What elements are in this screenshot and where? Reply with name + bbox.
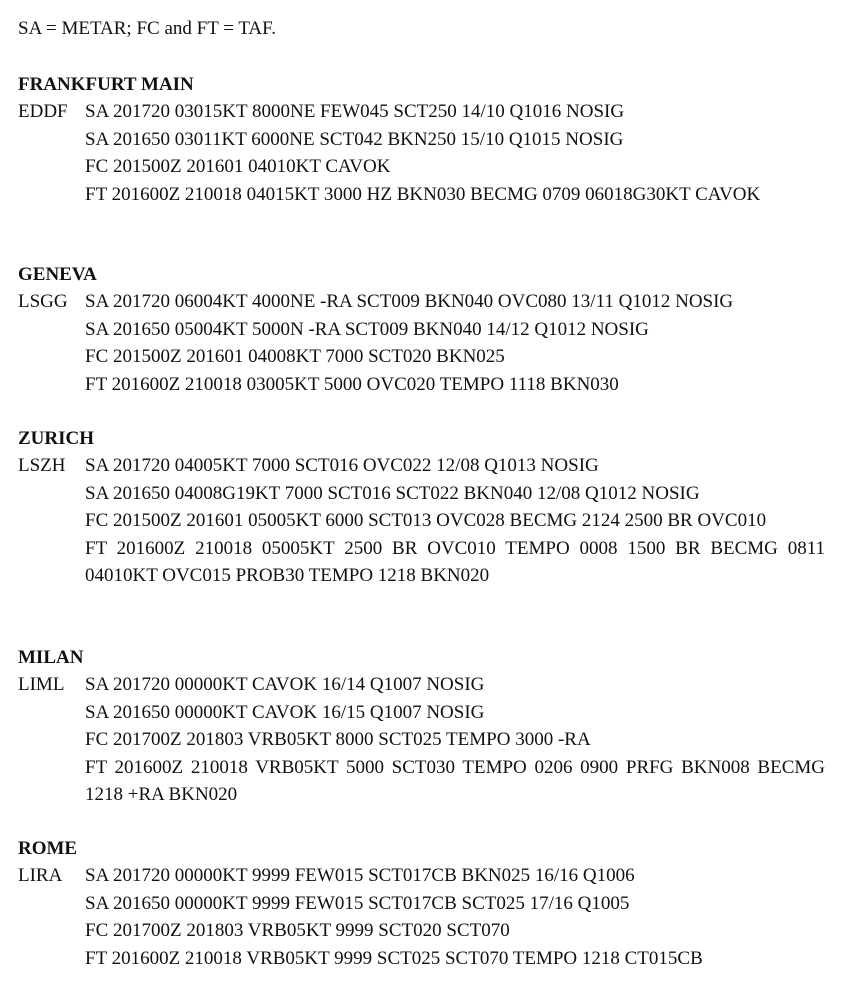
legend-text: SA = METAR; FC and FT = TAF.	[18, 18, 276, 39]
report-line: FT 201600Z 210018 VRB05KT 5000 SCT030 TEMPO 0206 0900 PRFG BKN008 BECMG 1218 +RA BKN020	[85, 756, 825, 805]
station-section-milan	[18, 645, 828, 809]
report-line: SA 201650 03011KT 6000NE SCT042 BKN250 15/10 Q1015 NOSIG	[85, 128, 624, 150]
station-name: MILAN	[18, 647, 84, 668]
report-line: SA 201650 00000KT CAVOK 16/15 Q1007 NOSIG	[85, 701, 485, 723]
station-icao-code: EDDF	[18, 101, 68, 122]
report-line: FT 201600Z 210018 05005KT 2500 BR OVC010 TEMPO 0008 1500 BR BECMG 0811 04010KT OVC015 PROB30 TEMPO 1218 BKN020	[85, 537, 825, 586]
station-section-rome	[18, 836, 828, 972]
report-line: SA 201720 00000KT CAVOK 16/14 Q1007 NOSIG	[85, 674, 485, 695]
report-line: SA 201650 04008G19KT 7000 SCT016 SCT022 BKN040 12/08 Q1012 NOSIG	[85, 482, 700, 504]
report-line: SA 201650 00000KT 9999 FEW015 SCT017CB SCT025 17/16 Q1005	[85, 892, 630, 914]
station-icao-code: LIML	[18, 674, 65, 695]
report-line: FT 201600Z 210018 03005KT 5000 OVC020 TEMPO 1118 BKN030	[85, 373, 619, 395]
report-line: FC 201500Z 201601 04008KT 7000 SCT020 BKN025	[85, 346, 505, 367]
station-name: ZURICH	[18, 428, 95, 449]
station-reports	[18, 98, 828, 208]
report-line: FT 201600Z 210018 04015KT 3000 HZ BKN030 BECMG 0709 06018G30KT CAVOK	[85, 183, 761, 205]
report-line: FC 201700Z 201803 VRB05KT 8000 SCT025 TEMPO 3000 -RA	[85, 729, 591, 750]
station-reports	[18, 671, 828, 809]
report-line: SA 201720 00000KT 9999 FEW015 SCT017CB BKN025 16/16 Q1006	[85, 865, 635, 886]
report-line: SA 201720 06004KT 4000NE -RA SCT009 BKN040 OVC080 13/11 Q1012 NOSIG	[85, 291, 734, 312]
report-line: FT 201600Z 210018 VRB05KT 9999 SCT025 SCT070 TEMPO 1218 CT015CB	[85, 947, 703, 969]
report-line: SA 201720 03015KT 8000NE FEW045 SCT250 14/10 Q1016 NOSIG	[85, 101, 625, 122]
report-line: FC 201500Z 201601 05005KT 6000 SCT013 OVC028 BECMG 2124 2500 BR OVC010	[85, 510, 767, 531]
station-icao-code: LSGG	[18, 291, 68, 312]
station-reports	[18, 452, 828, 590]
report-line: FC 201700Z 201803 VRB05KT 9999 SCT020 SCT070	[85, 920, 510, 941]
station-reports	[18, 288, 828, 398]
station-section-frankfurt	[18, 72, 828, 208]
station-icao-code: LIRA	[18, 865, 63, 886]
station-name: ROME	[18, 838, 78, 859]
report-line: SA 201720 04005KT 7000 SCT016 OVC022 12/08 Q1013 NOSIG	[85, 455, 599, 476]
station-reports	[18, 862, 828, 972]
station-icao-code: LSZH	[18, 455, 66, 476]
station-section-zurich	[18, 426, 828, 590]
station-name: FRANKFURT MAIN	[18, 74, 194, 95]
report-line: SA 201650 05004KT 5000N -RA SCT009 BKN040 14/12 Q1012 NOSIG	[85, 318, 649, 340]
report-line: FC 201500Z 201601 04010KT CAVOK	[85, 156, 391, 177]
station-section-geneva	[18, 262, 828, 398]
station-name: GENEVA	[18, 264, 97, 285]
